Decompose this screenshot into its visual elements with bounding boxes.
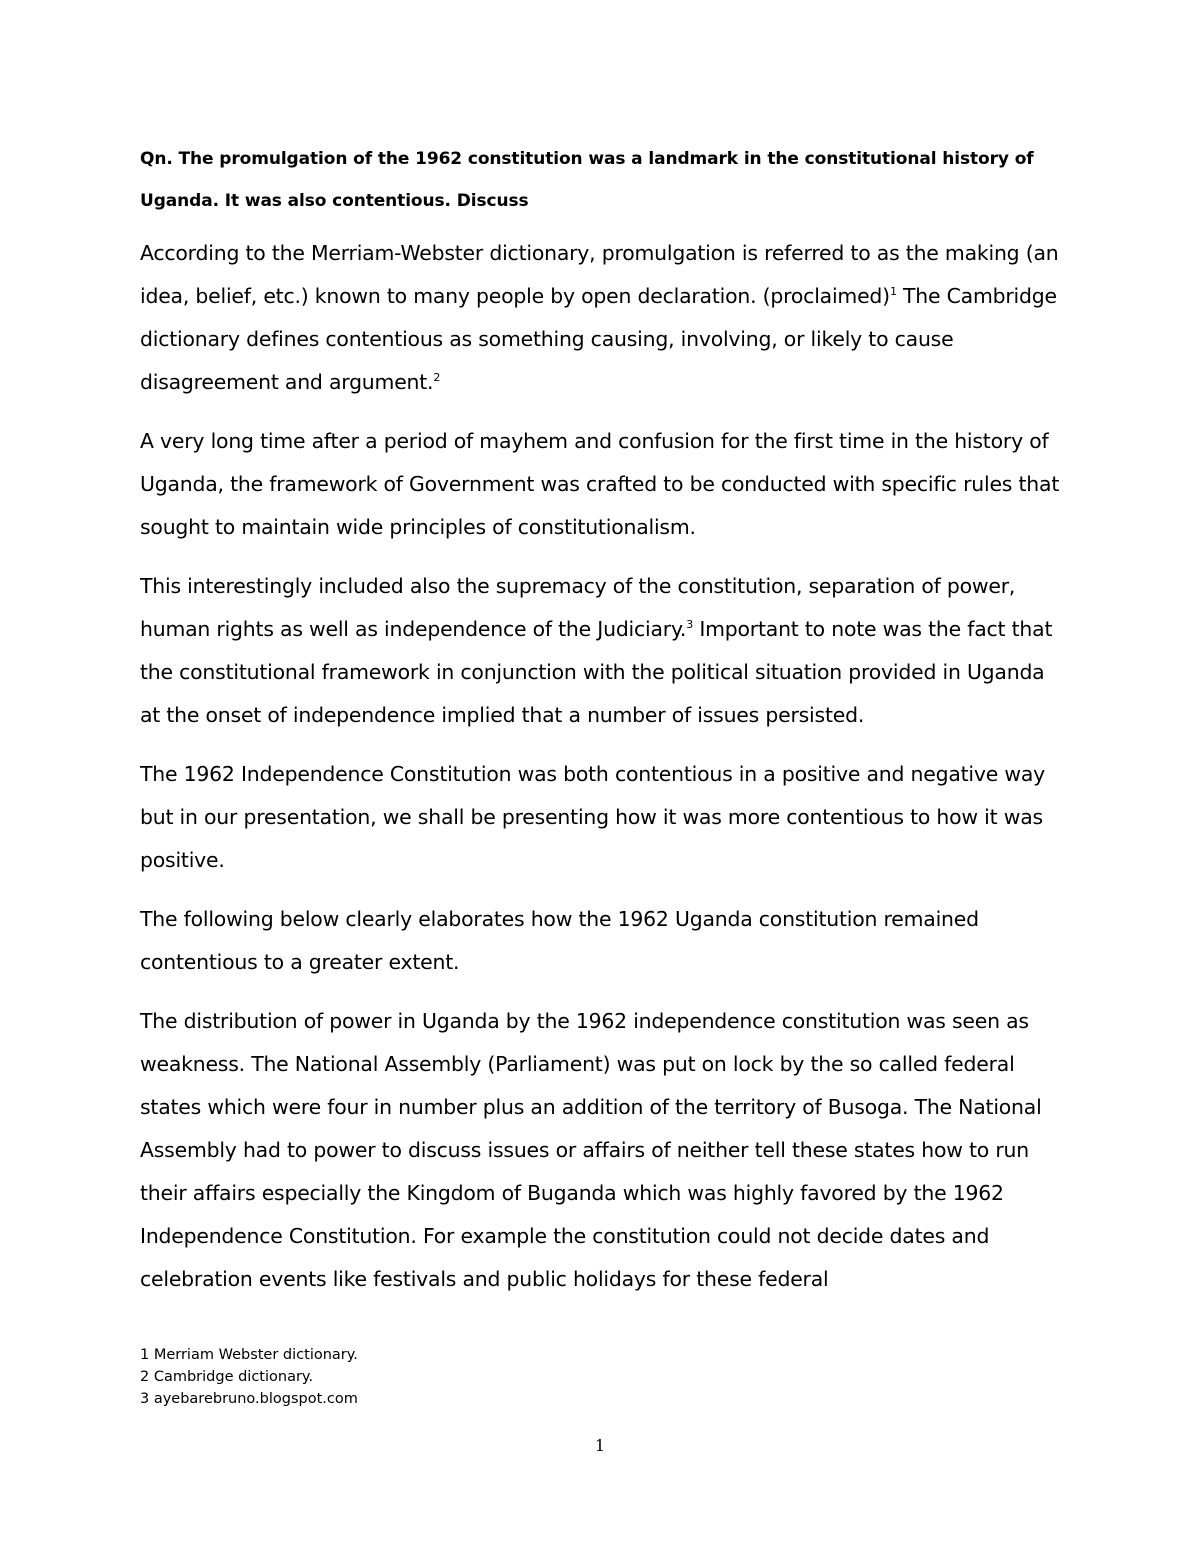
question-heading: Qn. The promulgation of the 1962 constitution was a landmark in the constitutional history of Uganda. It was also contentious. Discuss [140, 149, 1034, 211]
footnote-3: 3 ayebarebruno.blogspot.com [140, 1391, 358, 1407]
page-number: 1 [594, 1436, 606, 1455]
footnote-2: 2 Cambridge dictionary. [140, 1369, 314, 1385]
footnote-ref-2[interactable]: 2 [433, 371, 441, 385]
document-body [140, 138, 1060, 1317]
paragraph-text: According to the Merriam-Webster dictionary, promulgation is referred to as the making (an idea, belief, etc.) known to many people by open declaration. (proclaimed) [140, 241, 1059, 308]
paragraph-framework: A very long time after a period of mayhem and confusion for the first time in the history of Uganda, the framework of Government was crafted to be conducted with specific rules that sought to maintain wide principles of constitutionalism. [140, 429, 1060, 539]
paragraph-distribution: The distribution of power in Uganda by the 1962 independence constitution was seen as weakness. The National Assembly (Parliament) was put on lock by the so called federal states which were four in number plus an addition of the territory of Busoga. The National Assembly had to power to discuss issues or affairs of neither tell these states how to run their affairs especially the Kingdom of Buganda which was highly favored by the 1962 Independence Constitution. For example the constitution could not decide dates and celebration events like festivals and public holidays for these federal [140, 1009, 1042, 1291]
footnotes [140, 1344, 358, 1410]
paragraph-contentious: The 1962 Independence Constitution was both contentious in a positive and negative way but in our presentation, we shall be presenting how it was more contentious to how it was positive. [140, 762, 1046, 872]
paragraph-text: This interestingly included also the supremacy of the constitution, separation of power, human rights as well as independence of the Judiciary. [140, 574, 1016, 641]
paragraph-elaborates: The following below clearly elaborates how the 1962 Uganda constitution remained contentious to a greater extent. [140, 907, 979, 974]
paragraph-text: Important to note was the fact that the constitutional framework in conjunction with the political situation provided in Uganda at the onset of independence implied that a number of issues persisted. [140, 617, 1053, 727]
paragraph-definitions [140, 232, 1060, 404]
paragraph-text: The Cambridge dictionary defines contentious as something causing, involving, or likely to cause disagreement and argument. [140, 284, 1057, 394]
footnote-ref-1[interactable]: 1 [889, 285, 897, 299]
footnote-1: 1 Merriam Webster dictionary. [140, 1347, 358, 1363]
footnote-ref-3[interactable]: 3 [686, 618, 694, 632]
paragraph-supremacy [140, 565, 1060, 737]
